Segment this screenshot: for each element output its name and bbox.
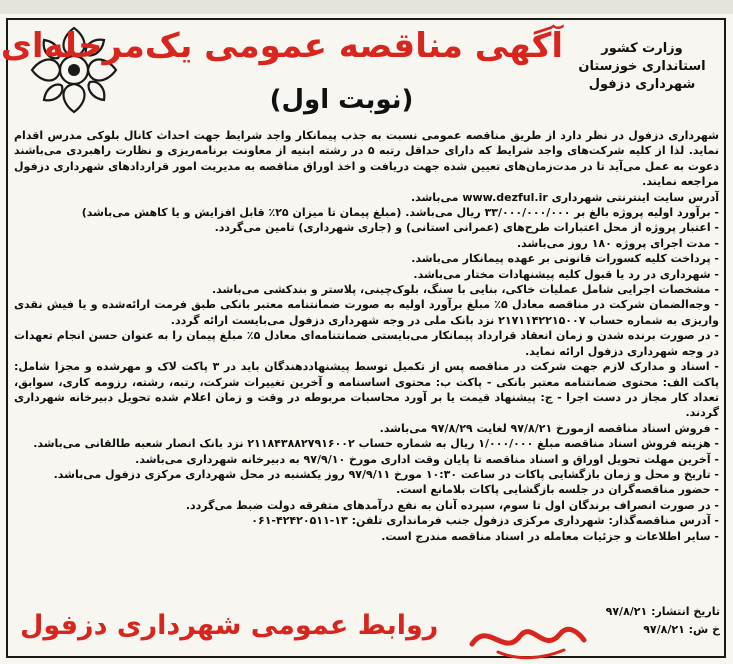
clause-sale-period: - فروش اسناد مناقصه ازمورخ ۹۷/۸/۲۱ لغایت ۹۷/۸/۲۹ می‌باشد. xyxy=(379,421,719,435)
clause-forfeit: - در صورت انصراف برندگان اول تا سوم، سپرده آنان به نفع درآمدهای متفرقه دولت ضبط می‌گردد. xyxy=(185,498,719,512)
clause-estimate: - برآورد اولیه پروژه بالغ بر ۳۳/۰۰۰/۰۰۰/۰۰۰ ریال می‌باشد. (مبلغ پیمان تا میزان ۲۵٪ قابل افزایش و یا کاهش می‌باشد) xyxy=(81,206,719,220)
municipality-line: شهرداری دزفول xyxy=(588,77,696,92)
clause-attendance: - حضور مناقصه‌گران در جلسه بازگشایی پاکات بلامانع است. xyxy=(396,483,719,497)
governorate-line: استانداری خوزستان xyxy=(578,59,706,74)
notice-round: (نوبت اول) xyxy=(269,85,414,115)
publish-date: تاریخ انتشار: ۹۷/۸/۲۱ xyxy=(605,605,720,618)
ministry-line: وزارت کشور xyxy=(601,41,683,56)
clause-funding: - اعتبار پروژه از محل اعتبارات طرح‌های (عمرانی استانی) و (جاری شهرداری) تامین می‌گردد. xyxy=(214,221,719,235)
clause-document-fee: - هزینه فروش اسناد مناقصه مبلغ ۱/۰۰۰/۰۰۰ ریال به شماره حساب ۲۱۱۸۴۳۸۸۲۷۹۱۶۰۰۲ نزد بانک انصار شعبه طالقانی می‌باشد. xyxy=(33,437,719,451)
intro-paragraph: شهرداری دزفول در نظر دارد از طریق مناقصه عمومی نسبت به جذب پیمانکار واجد شرایط جهت احداث کانال بلوکی مدرس اقدام نماید. لذا از کلیه شرکت‌های واجد شرایط که دارای حداقل رتبه ۵ در رشته ابنیه از معاونت برنامه‌ریزی و نظارت راهبردی می‌باشند دعوت به عمل می‌آید تا در مدت‌زمان‌های تعیین شده جهت دریافت و اخذ اوراق مناقصه به مدیریت امور قراردادهای شهرداری دزفول مراجعه نمایند. xyxy=(14,129,719,189)
clause-bid-bond: - وجه‌الضمان شرکت در مناقصه معادل ۵٪ مبلغ برآورد اولیه به صورت ضمانتنامه معتبر بانکی طبق فرمت ارائه‌شده و یا فیش نقدی واریزی به شماره حساب ۲۱۷۱۱۴۲۲۱۵۰۰۷ نزد بانک ملی در وجه شهرداری دزفول می‌بایست ارائه گردد. xyxy=(14,298,719,327)
notice-title: آگهی مناقصه عمومی یک‌مرحله‌ای xyxy=(0,26,563,66)
clause-rejection: - شهرداری در رد یا قبول کلیه پیشنهادات مختار می‌باشد. xyxy=(413,267,719,281)
clause-deadline: - آخرین مهلت تحویل اوراق و اسناد مناقصه تا پایان وقت اداری مورخ ۹۷/۹/۱۰ به دبیرخانه شهرداری می‌باشد. xyxy=(135,452,719,466)
torn-edge xyxy=(0,0,733,14)
notice-code: خ ش: ۹۷/۸/۲۱ xyxy=(643,623,720,636)
clause-duration: - مدت اجرای پروژه ۱۸۰ روز می‌باشد. xyxy=(516,236,719,250)
clause-envelopes: - اسناد و مدارک لازم جهت شرکت در مناقصه پس از تکمیل توسط پیشنهاددهندگان باید در ۳ پاکت لاک و مهرشده و مجزا شامل: پاکت الف: محتوی ضمانتنامه معتبر بانکی - پاکت ب: محتوی اساسنامه و آخرین تغییرات شرکت، رتبه، رشته، رزومه کاری، سوابق، تعداد کار مجاز در دست اجرا - ج: پیشنهاد قیمت یا بر آورد محاسبات مربوطه در وقت و زمان اعلام شده تحویل دبیرخانه شهرداری گردند. xyxy=(14,360,719,420)
clause-other-info: - سایر اطلاعات و جزئیات معامله در اسناد مناقصه مندرج است. xyxy=(381,529,719,543)
clause-address: - آدرس مناقصه‌گذار: شهرداری مرکزی دزفول جنب فرمانداری تلفن: ۱۳-۴۲۴۲۰۵۱۱-۰۶۱ xyxy=(251,514,719,528)
issuer-block xyxy=(567,40,717,94)
clause-performance-bond: - در صورت برنده شدن و زمان انعقاد قرارداد پیمانکار می‌بایستی ضمانتنامه‌ای معادل ۵٪ مبلغ پیمان را به عنوان حسن انجام تعهدات در وجه شهرداری دزفول ارائه نماید. xyxy=(14,329,719,358)
notice-body xyxy=(14,128,719,544)
clause-opening: - تاریخ و محل و زمان بازگشایی پاکات در ساعت ۱۰:۳۰ مورخ ۹۷/۹/۱۱ روز یکشنبه در محل شهرداری مرکزی دزفول می‌باشد. xyxy=(53,467,719,481)
public-relations-signature: روابط عمومی شهرداری دزفول xyxy=(20,610,439,641)
clause-deductions: - پرداخت کلیه کسورات قانونی بر عهده پیمانکار می‌باشد. xyxy=(411,252,719,266)
website-line: آدرس سایت اینترنتی شهرداری www.dezful.ir می‌باشد. xyxy=(410,190,719,204)
clause-specs: - مشخصات اجرایی شامل عملیات خاکی، بنایی با سنگ، بلوک‌چینی، پلاستر و بندکشی می‌باشد. xyxy=(212,283,719,297)
